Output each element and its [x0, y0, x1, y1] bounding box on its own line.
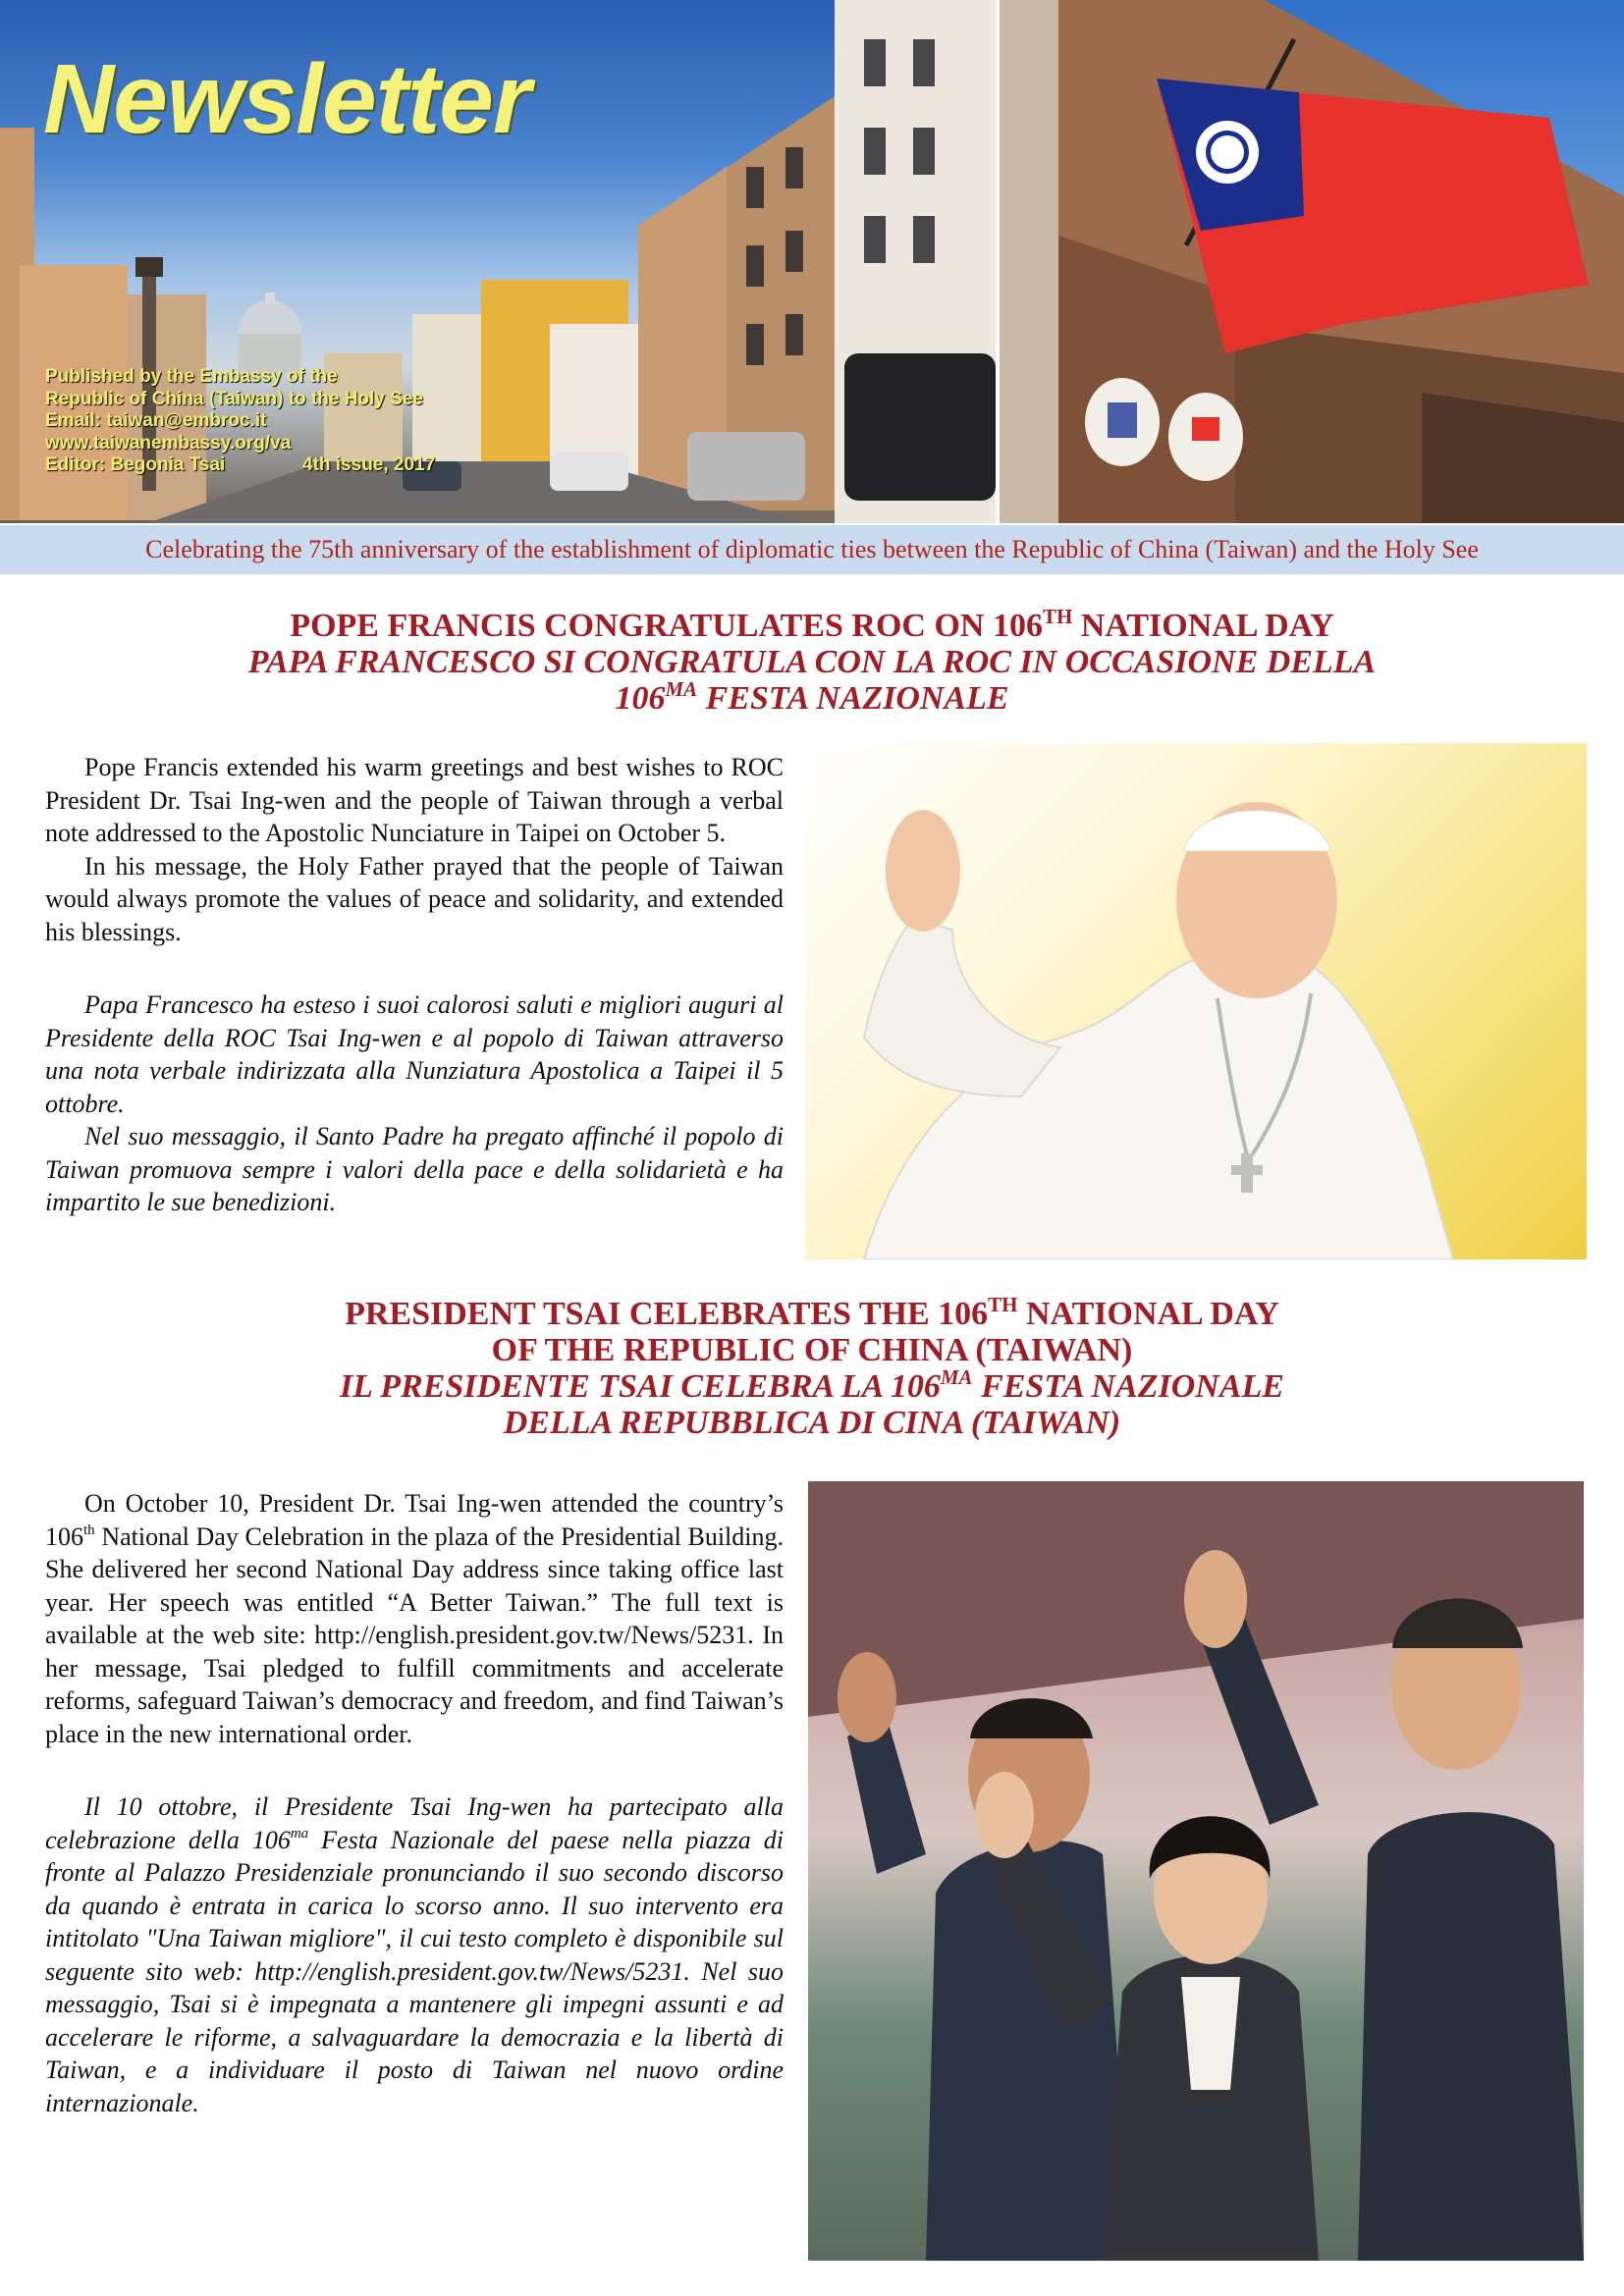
embassy-email: Email: taiwan@embroc.it: [45, 410, 267, 431]
newsletter-title: Newsletter: [43, 44, 530, 154]
article2-title-en-line2: OF THE REPUBLIC OF CHINA (TAIWAN): [491, 1332, 1133, 1368]
president-tsai-photo: [808, 1481, 1584, 2261]
roc-flag-building-illustration: [1000, 0, 1624, 523]
pope-figure-illustration: [805, 743, 1587, 1259]
publisher-line-1: Published by the Embassy of the: [45, 366, 338, 387]
issue-number: 4th issue, 2017: [302, 454, 436, 475]
article2-it-paragraph: Il 10 ottobre, il Presidente Tsai Ing-wen ha partecipato alla celebrazione della $106^{ma}$ Festa Nazionale del paese nella piazza di fronte al Palazzo Presidenziale pronunciando il suo secondo discorso da quando è entrata in carica lo scorso anno. Il suo intervento era intitolato "Una Taiwan migliore", il cui testo completo è disponibile sul seguente sito web: http://english.president.gov.tw/News/5231. Nel suo messaggio, Tsai si è impegnata a mantenere gli impegni assunti e ad accelerare le riforme, a salvaguardare la democrazia e la libertà di Taiwan, e a individuare il posto di Taiwan nel nuovo ordine internazionale.: [45, 1792, 784, 2117]
article1-en-paragraph-2: In his message, the Holy Father prayed that the people of Taiwan would always promote the values of peace and solidarity, and extended his blessings.: [45, 851, 784, 946]
article2-title-en-line1: PRESIDENT TSAI CELEBRATES THE 106TH NATIONAL DAY: [345, 1293, 1279, 1332]
article2-body: [45, 1487, 784, 2119]
article1-it-paragraph-1: Papa Francesco ha esteso i suoi calorosi saluti e migliori auguri al Presidente della ROC Tsai Ing-wen e al popolo di Taiwan attraverso una nota verbale indirizzata alla Nunziatura Apostolica a Taipei il 5 ottobre.: [45, 990, 784, 1118]
embassy-website: www.taiwanembassy.org/va: [45, 432, 292, 454]
article1-title-it-line1: PAPA FRANCESCO SI CONGRATULA CON LA ROC IN OCCASIONE DELLA: [247, 644, 1377, 680]
anniversary-ribbon: Celebrating the 75th anniversary of the establishment of diplomatic ties between the Republic of China (Taiwan) and the Holy See: [0, 525, 1624, 574]
article1-heading: [0, 605, 1624, 717]
article2-heading: [0, 1293, 1624, 1441]
pope-francis-photo: [805, 743, 1587, 1259]
article1-it-paragraph-2: Nel suo messaggio, il Santo Padre ha pregato affinché il popolo di Taiwan promuova sempre i valori della pace e della solidarietà e ha impartito le sue benedizioni.: [45, 1122, 784, 1216]
publisher-line-2: Republic of China (Taiwan) to the Holy See: [45, 388, 423, 409]
article2-en-paragraph: On October 10, President Dr. Tsai Ing-wen attended the country’s 106th National Day Celebration in the plaza of the Presidential Building. She delivered her second National Day address since taking office last year. Her speech was entitled “A Better Taiwan.” The full text is available at the web site: http://english.president.gov.tw/News/5231. In her message, Tsai pledged to fulfill commitments and accelerate reforms, safeguard Taiwan’s democracy and freedom, and find Taiwan’s place in the new international order.: [45, 1489, 784, 1748]
article2-title-it-line2: DELLA REPUBBLICA DI CINA (TAIWAN): [503, 1405, 1121, 1441]
street-photo: [0, 0, 996, 523]
article1-en-paragraph-1: Pope Francis extended his warm greetings and best wishes to ROC President Dr. Tsai Ing-wen and the people of Taiwan through a verbal note addressed to the Apostolic Nunciature in Taipei on October 5.: [45, 753, 784, 847]
editor-name: Editor: Begonia Tsai: [45, 454, 226, 475]
article1-body: [45, 751, 784, 1219]
article2-title-it-line1: IL PRESIDENTE TSAI CELEBRA LA $106^{MA}$ FESTA NAZIONALE: [340, 1365, 1284, 1405]
national-day-crowd-illustration: [808, 1481, 1584, 2261]
header-banner: [0, 0, 1624, 523]
flag-photo: [1000, 0, 1624, 523]
publication-info: [45, 366, 507, 477]
article1-title-it-line2: $106^{MA}$ FESTA NAZIONALE: [615, 677, 1009, 717]
article1-title-en: POPE FRANCIS CONGRATULATES ROC ON 106TH NATIONAL DAY: [290, 605, 1334, 644]
